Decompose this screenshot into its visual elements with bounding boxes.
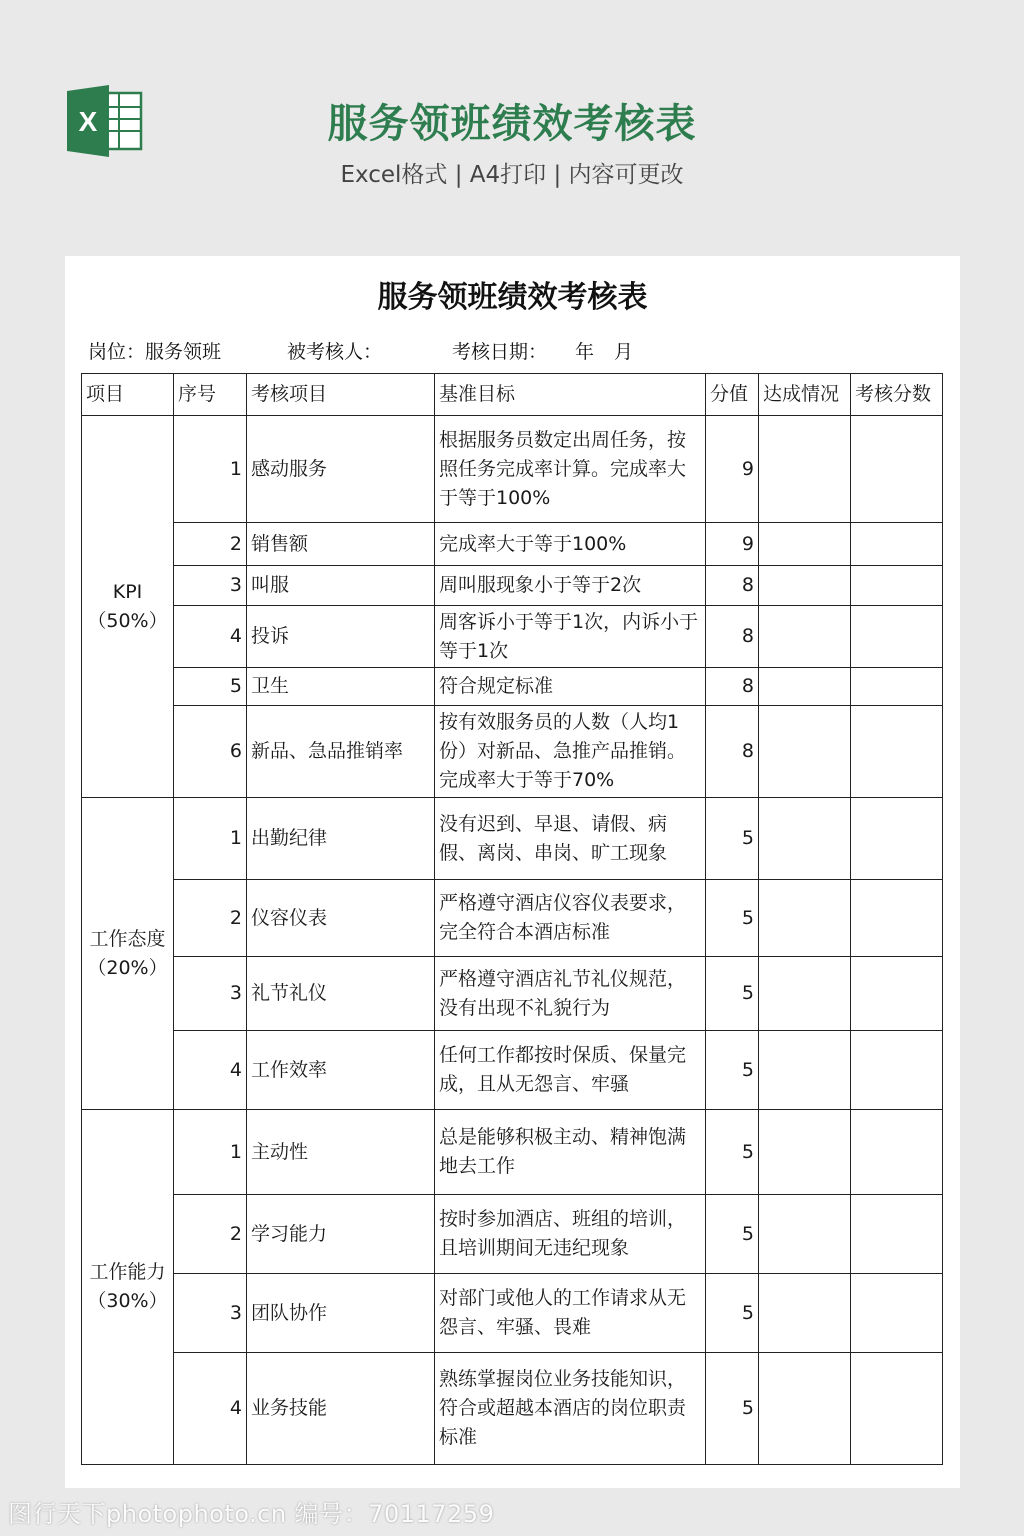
assessment-score-cell[interactable] xyxy=(851,1274,943,1353)
item-cell: 仪容仪表 xyxy=(247,880,435,957)
achievement-cell[interactable] xyxy=(759,566,851,606)
item-cell: 礼节礼仪 xyxy=(247,957,435,1031)
item-cell: 感动服务 xyxy=(247,416,435,523)
assessment-score-cell[interactable] xyxy=(851,1353,943,1465)
assessment-score-cell[interactable] xyxy=(851,798,943,880)
header-achievement: 达成情况 xyxy=(759,374,851,416)
item-cell: 卫生 xyxy=(247,668,435,706)
table-row xyxy=(82,1031,943,1110)
seq-cell: 2 xyxy=(174,880,247,957)
seq-cell: 1 xyxy=(174,1110,247,1195)
achievement-cell[interactable] xyxy=(759,1195,851,1274)
seq-cell: 4 xyxy=(174,1031,247,1110)
target-cell: 总是能够积极主动、精神饱满地去工作 xyxy=(435,1110,706,1195)
seq-cell: 4 xyxy=(174,606,247,668)
achievement-cell[interactable] xyxy=(759,957,851,1031)
header-seq: 序号 xyxy=(174,374,247,416)
item-cell: 学习能力 xyxy=(247,1195,435,1274)
header-target: 基准目标 xyxy=(435,374,706,416)
item-cell: 叫服 xyxy=(247,566,435,606)
table-row xyxy=(82,668,943,706)
target-cell: 完成率大于等于100% xyxy=(435,523,706,566)
seq-cell: 4 xyxy=(174,1353,247,1465)
target-cell: 根据服务员数定出周任务，按照任务完成率计算。完成率大于等于100% xyxy=(435,416,706,523)
table-row xyxy=(82,566,943,606)
seq-cell: 3 xyxy=(174,566,247,606)
score-cell: 8 xyxy=(706,706,759,798)
seq-cell: 5 xyxy=(174,668,247,706)
seq-cell: 1 xyxy=(174,798,247,880)
category-cell: KPI（50%） xyxy=(82,416,174,798)
assessment-score-cell[interactable] xyxy=(851,668,943,706)
item-cell: 出勤纪律 xyxy=(247,798,435,880)
target-cell: 任何工作都按时保质、保量完成，且从无怨言、牢骚 xyxy=(435,1031,706,1110)
score-cell: 5 xyxy=(706,880,759,957)
table-row xyxy=(82,706,943,798)
header-category: 项目 xyxy=(82,374,174,416)
assessment-score-cell[interactable] xyxy=(851,606,943,668)
assessment-score-cell[interactable] xyxy=(851,957,943,1031)
score-cell: 5 xyxy=(706,1195,759,1274)
header-item: 考核项目 xyxy=(247,374,435,416)
score-cell: 8 xyxy=(706,566,759,606)
target-cell: 符合规定标准 xyxy=(435,668,706,706)
table-row xyxy=(82,416,943,523)
score-cell: 5 xyxy=(706,1110,759,1195)
achievement-cell[interactable] xyxy=(759,798,851,880)
score-cell: 5 xyxy=(706,1353,759,1465)
table-row xyxy=(82,798,943,880)
achievement-cell[interactable] xyxy=(759,880,851,957)
banner-title: 服务领班绩效考核表 xyxy=(327,101,697,147)
item-cell: 团队协作 xyxy=(247,1274,435,1353)
score-cell: 5 xyxy=(706,798,759,880)
achievement-cell[interactable] xyxy=(759,1274,851,1353)
score-cell: 8 xyxy=(706,606,759,668)
table-row xyxy=(82,957,943,1031)
item-cell: 工作效率 xyxy=(247,1031,435,1110)
month-label: 月 xyxy=(614,341,634,363)
seq-cell: 3 xyxy=(174,957,247,1031)
score-cell: 9 xyxy=(706,416,759,523)
assessment-score-cell[interactable] xyxy=(851,1195,943,1274)
header-row xyxy=(82,374,943,416)
sheet-title: 服务领班绩效考核表 xyxy=(377,280,648,315)
table-row xyxy=(82,1195,943,1274)
table-row xyxy=(82,606,943,668)
seq-cell: 2 xyxy=(174,1195,247,1274)
item-cell: 销售额 xyxy=(247,523,435,566)
category-cell: 工作能力（30%） xyxy=(82,1110,174,1465)
achievement-cell[interactable] xyxy=(759,1353,851,1465)
assessment-table xyxy=(81,373,943,1465)
excel-logo-letter: X xyxy=(78,106,98,137)
item-cell: 业务技能 xyxy=(247,1353,435,1465)
target-cell: 严格遵守酒店礼节礼仪规范，没有出现不礼貌行为 xyxy=(435,957,706,1031)
watermark: 图行天下photophoto.cn 编号：70117259 xyxy=(8,1500,495,1528)
table-row xyxy=(82,523,943,566)
target-cell: 周叫服现象小于等于2次 xyxy=(435,566,706,606)
achievement-cell[interactable] xyxy=(759,523,851,566)
assessee-label: 被考核人： xyxy=(287,341,383,363)
achievement-cell[interactable] xyxy=(759,668,851,706)
target-cell: 周客诉小于等于1次，内诉小于等于1次 xyxy=(435,606,706,668)
assessment-score-cell[interactable] xyxy=(851,1110,943,1195)
table-row xyxy=(82,1274,943,1353)
target-cell: 熟练掌握岗位业务技能知识，符合或超越本酒店的岗位职责标准 xyxy=(435,1353,706,1465)
seq-cell: 3 xyxy=(174,1274,247,1353)
score-cell: 5 xyxy=(706,957,759,1031)
assessment-score-cell[interactable] xyxy=(851,880,943,957)
table-row xyxy=(82,1110,943,1195)
target-cell: 按有效服务员的人数（人均1份）对新品、急推产品推销。完成率大于等于70% xyxy=(435,706,706,798)
item-cell: 投诉 xyxy=(247,606,435,668)
score-cell: 5 xyxy=(706,1031,759,1110)
target-cell: 严格遵守酒店仪容仪表要求，完全符合本酒店标准 xyxy=(435,880,706,957)
achievement-cell[interactable] xyxy=(759,1110,851,1195)
achievement-cell[interactable] xyxy=(759,706,851,798)
target-cell: 没有迟到、早退、请假、病假、离岗、串岗、旷工现象 xyxy=(435,798,706,880)
header-score: 分值 xyxy=(706,374,759,416)
position-label: 岗位：服务领班 xyxy=(88,341,222,363)
date-label: 考核日期： xyxy=(452,341,548,363)
achievement-cell[interactable] xyxy=(759,606,851,668)
table-row xyxy=(82,880,943,957)
score-cell: 8 xyxy=(706,668,759,706)
assessment-score-cell[interactable] xyxy=(851,706,943,798)
score-cell: 9 xyxy=(706,523,759,566)
target-cell: 对部门或他人的工作请求从无怨言、牢骚、畏难 xyxy=(435,1274,706,1353)
achievement-cell[interactable] xyxy=(759,1031,851,1110)
header-assessment-score: 考核分数 xyxy=(851,374,943,416)
assessment-score-cell[interactable] xyxy=(851,1031,943,1110)
assessment-score-cell[interactable] xyxy=(851,416,943,523)
seq-cell: 1 xyxy=(174,416,247,523)
assessment-score-cell[interactable] xyxy=(851,566,943,606)
target-cell: 按时参加酒店、班组的培训，且培训期间无违纪现象 xyxy=(435,1195,706,1274)
table-row xyxy=(82,1353,943,1465)
assessment-score-cell[interactable] xyxy=(851,523,943,566)
banner-subtitle: Excel格式 | A4打印 | 内容可更改 xyxy=(340,162,684,188)
item-cell: 新品、急品推销率 xyxy=(247,706,435,798)
achievement-cell[interactable] xyxy=(759,416,851,523)
seq-cell: 2 xyxy=(174,523,247,566)
year-label: 年 xyxy=(575,341,595,363)
seq-cell: 6 xyxy=(174,706,247,798)
category-cell: 工作态度（20%） xyxy=(82,798,174,1110)
score-cell: 5 xyxy=(706,1274,759,1353)
item-cell: 主动性 xyxy=(247,1110,435,1195)
